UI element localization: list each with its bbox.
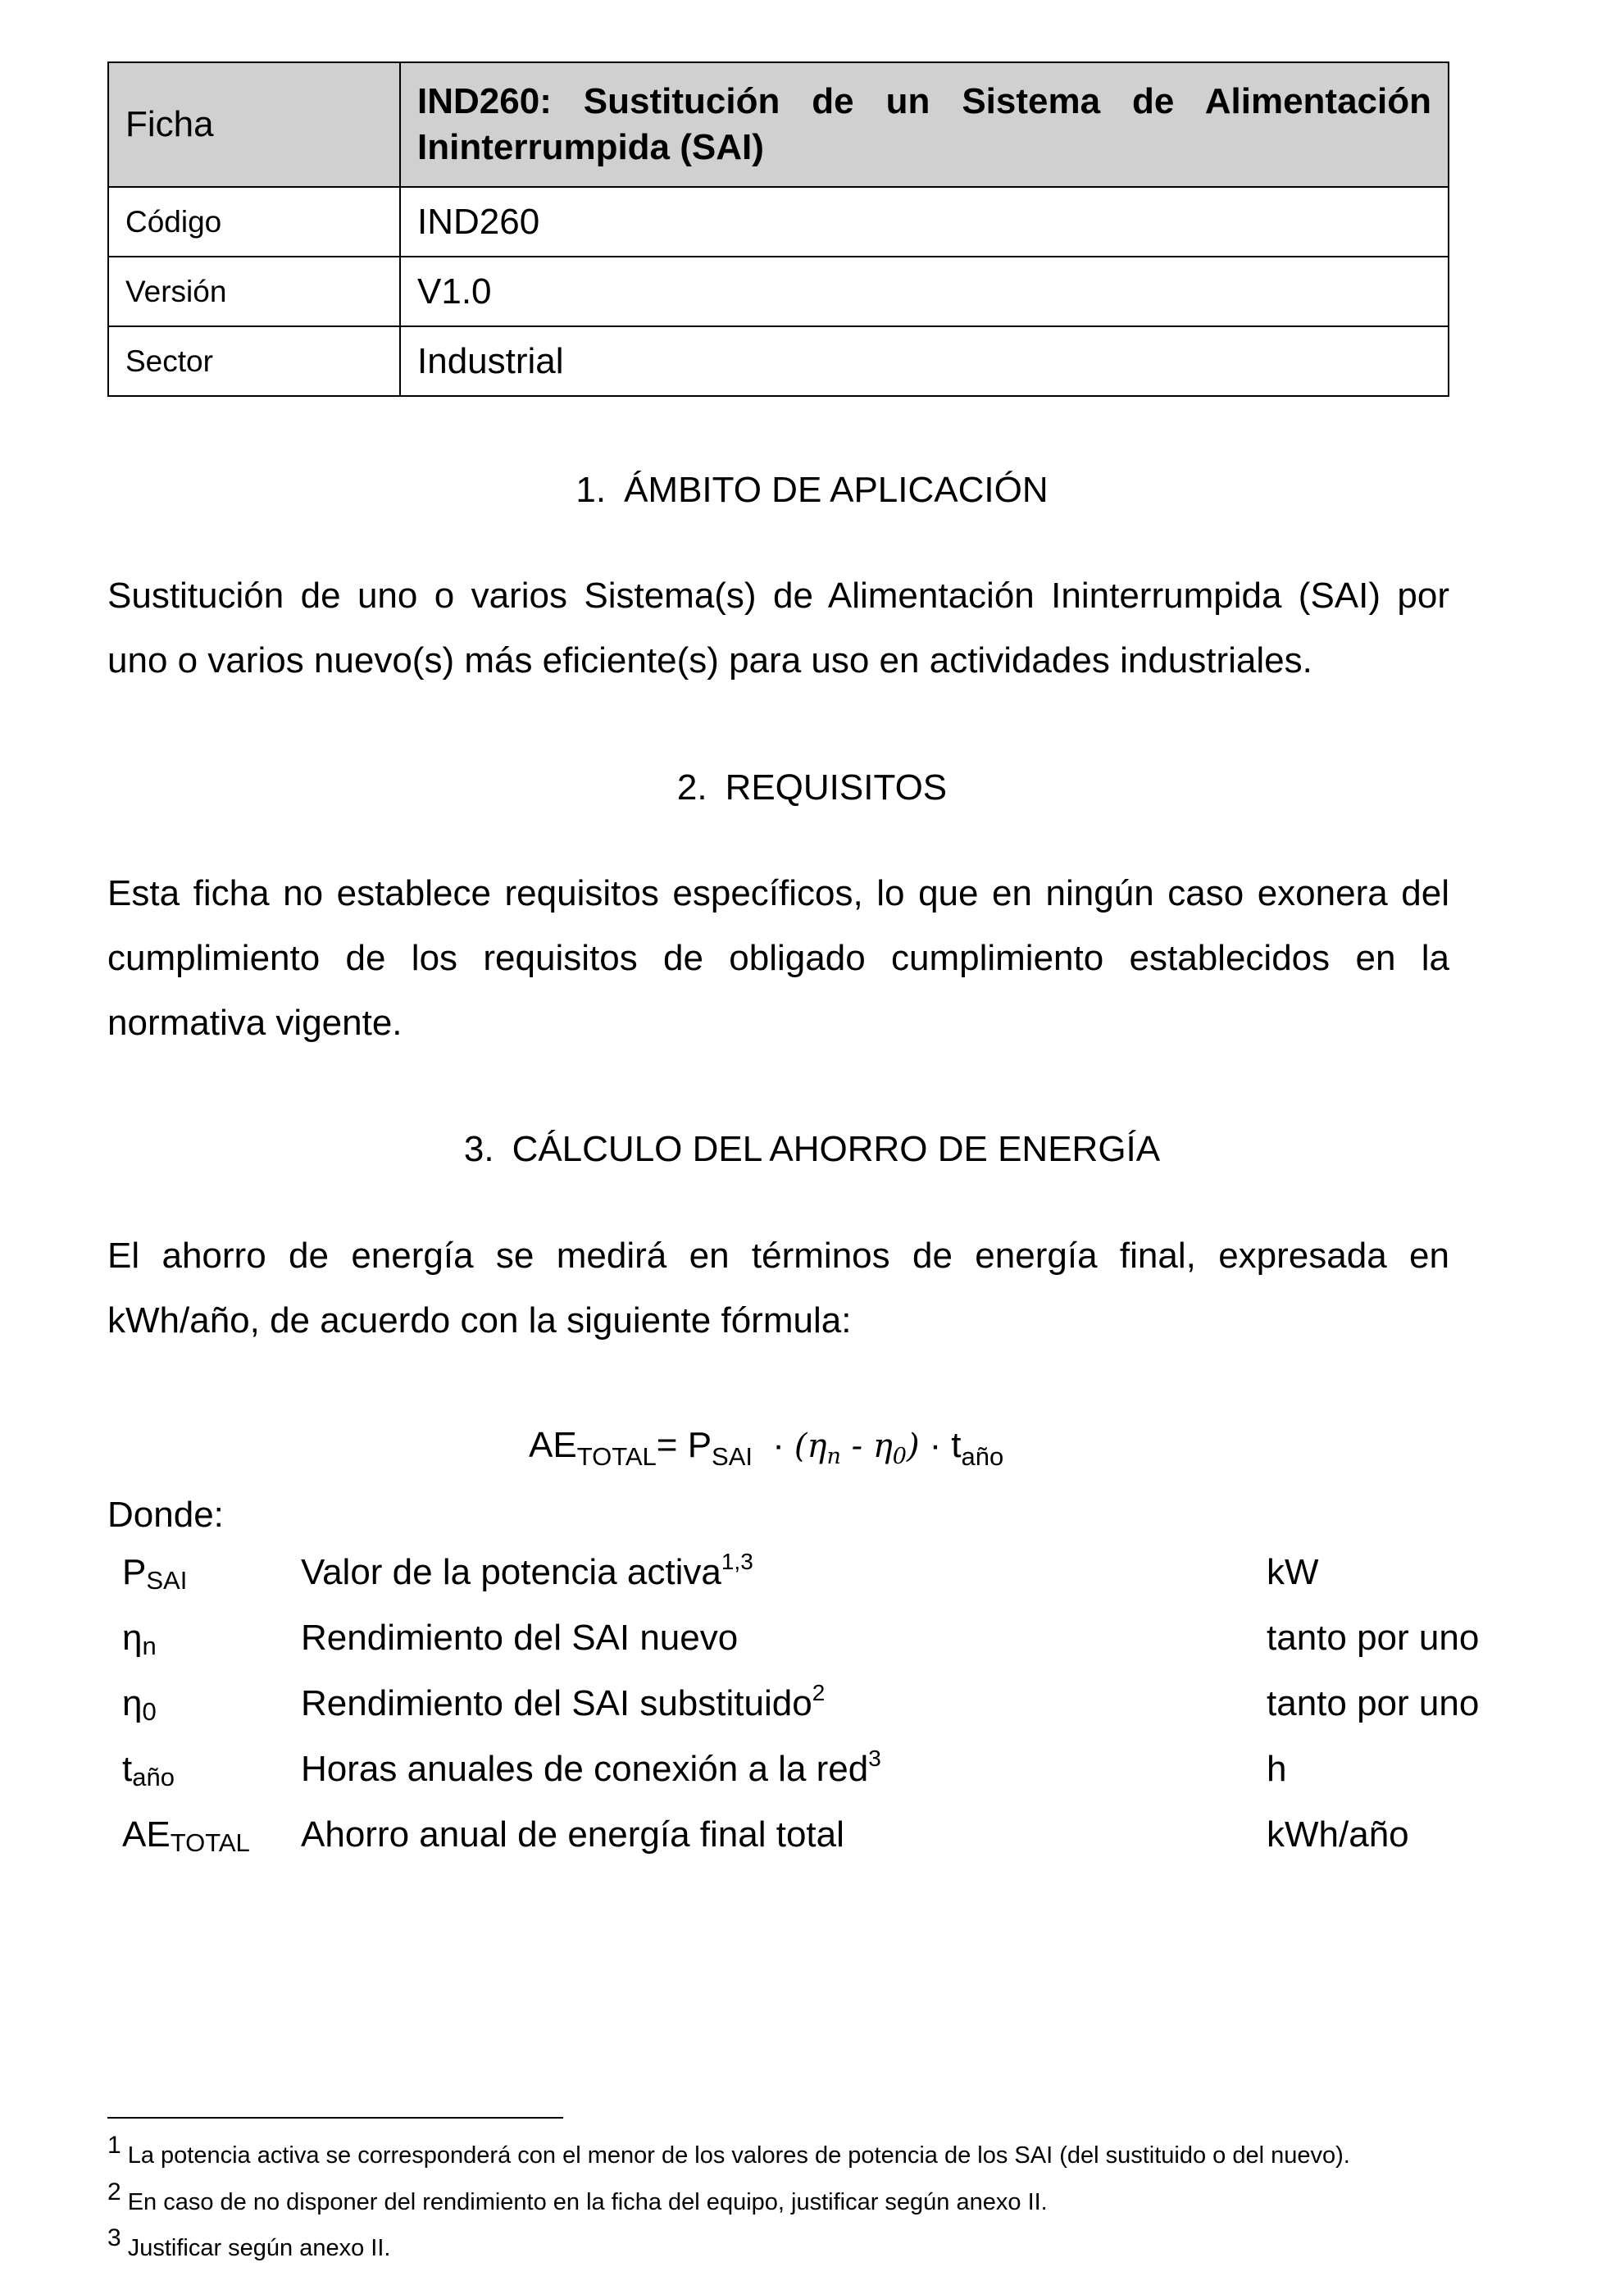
formula-dot: · — [929, 1425, 942, 1465]
variable-row — [107, 1814, 1501, 1880]
variable-symbol — [122, 1749, 175, 1790]
ficha-header-row — [108, 62, 1449, 187]
footnote-2 — [107, 2178, 1048, 2216]
footnote-ref: 3 — [868, 1746, 881, 1771]
section-text-requisitos: Esta ficha no establece requisitos específicos, lo que en ningún caso exonera del cumplimiento de los requisitos de obligado cumplimiento establecidos en la normativa vigente. — [107, 873, 1449, 1043]
variable-description — [301, 1680, 826, 1724]
formula-eta-n: η — [807, 1427, 827, 1465]
formula-close-paren: ) — [906, 1427, 920, 1465]
variable-symbol — [122, 1618, 157, 1659]
section-number: 1. — [575, 470, 607, 510]
ficha-row-value: V1.0 — [400, 257, 1449, 326]
formula-t: t — [951, 1425, 962, 1465]
ficha-row-value: Industrial — [400, 326, 1449, 396]
symbol-main: t — [122, 1749, 133, 1789]
variable-description — [301, 1618, 738, 1659]
variable-row — [107, 1746, 1501, 1814]
symbol-main: η — [122, 1683, 143, 1723]
formula-equals: = — [656, 1425, 678, 1465]
ficha-header-label: Ficha — [108, 62, 400, 187]
description-text: Ahorro anual de energía final total — [301, 1814, 844, 1855]
ficha-row-codigo — [108, 187, 1449, 257]
description-text: Rendimiento del SAI nuevo — [301, 1618, 739, 1658]
variable-symbol — [122, 1814, 250, 1855]
variable-unit: kWh/año — [1267, 1814, 1409, 1855]
savings-formula — [529, 1425, 1004, 1471]
description-text: Valor de la potencia activa — [301, 1552, 721, 1592]
section-title: CÁLCULO DEL AHORRO DE ENERGÍA — [512, 1129, 1161, 1169]
symbol-sub: 0 — [142, 1697, 157, 1726]
section-number: 3. — [463, 1129, 494, 1169]
formula-p: P — [687, 1425, 712, 1465]
symbol-sub: SAI — [146, 1566, 188, 1595]
footnote-mark: 3 — [107, 2224, 121, 2251]
section-number: 2. — [676, 767, 707, 808]
footnote-3 — [107, 2224, 391, 2262]
ficha-row-version — [108, 257, 1449, 326]
description-text: Horas anuales de conexión a la red — [301, 1749, 869, 1789]
variable-unit: h — [1267, 1749, 1287, 1789]
formula-ae: AE — [529, 1425, 577, 1465]
footnote-mark: 2 — [107, 2178, 121, 2205]
variable-symbol — [122, 1683, 157, 1724]
variable-symbol — [122, 1552, 187, 1593]
formula-math — [794, 1427, 920, 1469]
footnote-text: La potencia activa se corresponderá con el menor de los valores de potencia de los SAI (del sustituido o del nuevo). — [127, 2142, 1350, 2169]
variable-description — [301, 1814, 844, 1855]
variable-row — [107, 1680, 1501, 1749]
section-heading-requisitos — [0, 767, 1624, 808]
formula-open-paren: ( — [794, 1427, 807, 1465]
formula-eta-0-sub: 0 — [892, 1444, 907, 1469]
footnote-text: En caso de no disponer del rendimiento en la ficha del equipo, justificar según anexo II. — [127, 2189, 1048, 2215]
variable-description — [301, 1746, 881, 1790]
variable-unit: tanto por uno — [1267, 1618, 1480, 1658]
section-text-ambito: Sustitución de uno o varios Sistema(s) de Alimentación Ininterrumpida (SAI) por uno o varios nuevo(s) más eficiente(s) para uso en actividades industriales. — [107, 576, 1449, 681]
symbol-main: P — [122, 1552, 147, 1592]
variable-description — [301, 1549, 753, 1593]
symbol-sub: n — [142, 1632, 157, 1660]
footnote-ref: 2 — [812, 1680, 826, 1705]
section-heading-ambito — [0, 470, 1624, 511]
variable-unit: tanto por uno — [1267, 1683, 1480, 1723]
formula-dot: · — [772, 1425, 785, 1465]
symbol-sub: año — [132, 1763, 175, 1791]
variable-row — [107, 1618, 1501, 1683]
footnote-1 — [107, 2132, 1350, 2169]
symbol-main: η — [122, 1618, 143, 1658]
variable-row — [107, 1549, 1501, 1618]
section-title: REQUISITOS — [725, 767, 948, 808]
donde-label: Donde: — [107, 1495, 224, 1535]
formula-minus: - — [851, 1427, 863, 1465]
footnote-mark: 1 — [107, 2132, 121, 2159]
symbol-sub: TOTAL — [170, 1828, 250, 1857]
ficha-row-sector — [108, 326, 1449, 396]
section-text-calculo: El ahorro de energía se medirá en términos de energía final, expresada en kWh/año, de acuerdo con la siguiente fórmula: — [107, 1236, 1449, 1341]
ficha-row-value: IND260 — [400, 187, 1449, 257]
ficha-row-label: Sector — [108, 326, 400, 396]
footnote-ref: 1,3 — [721, 1549, 753, 1574]
formula-t-sub: año — [961, 1442, 1004, 1471]
section-heading-calculo — [0, 1129, 1624, 1170]
footnote-separator — [107, 2117, 563, 2119]
formula-ae-sub: TOTAL — [576, 1442, 657, 1471]
formula-p-sub: SAI — [712, 1442, 753, 1471]
formula-eta-0: η — [872, 1427, 893, 1465]
footnote-text: Justificar según anexo II. — [127, 2235, 391, 2261]
ficha-row-label: Código — [108, 187, 400, 257]
variable-unit: kW — [1267, 1552, 1319, 1592]
formula-eta-n-sub: n — [826, 1444, 841, 1469]
ficha-table — [107, 61, 1449, 397]
symbol-main: AE — [122, 1814, 171, 1855]
section-title: ÁMBITO DE APLICACIÓN — [624, 470, 1049, 510]
description-text: Rendimiento del SAI substituido — [301, 1683, 812, 1723]
ficha-header-title: IND260: Sustitución de un Sistema de Alimentación Ininterrumpida (SAI) — [400, 62, 1449, 187]
ficha-row-label: Versión — [108, 257, 400, 326]
